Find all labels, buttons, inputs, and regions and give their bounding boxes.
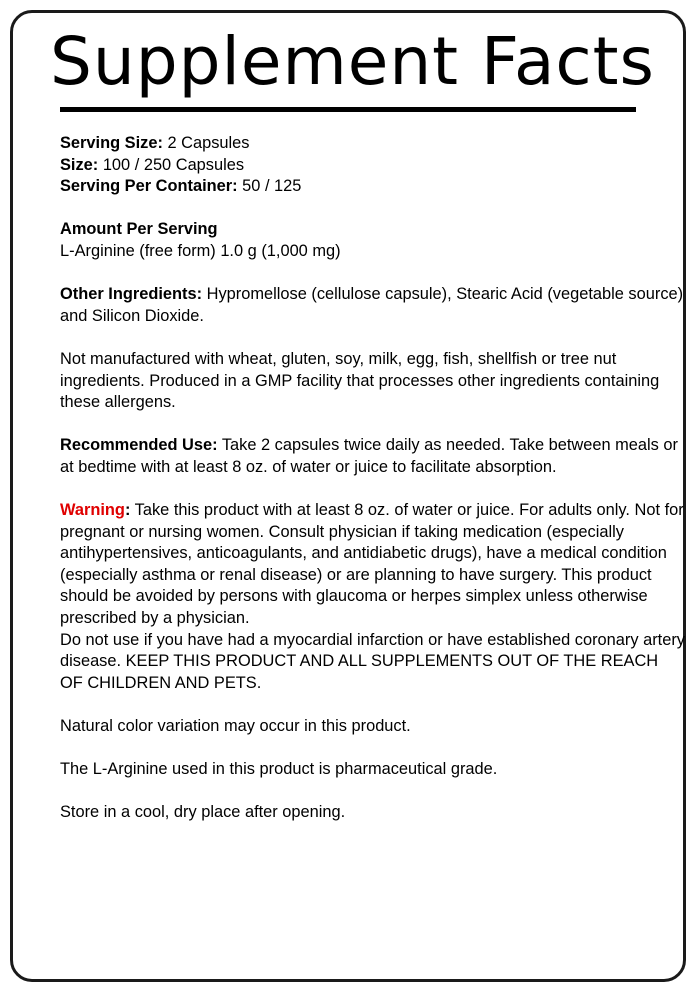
storage-instructions: Store in a cool, dry place after opening. <box>60 803 346 822</box>
grade-statement: The L-Arginine used in this product is pharmaceutical grade. <box>60 760 498 779</box>
warning-text: Take this product with at least 8 oz. of water or juice. For adults only. Not for pregnant or nursing women. Consult physician if taking medication (especially antihypertensives, anticoagulants, and antidiabetic drugs), have a medical condition (especially asthma or renal disease) or are planning to have surgery. This product should be avoided by persons with glaucoma or herpes simplex unless otherwise prescribed by a physician. <box>60 501 684 628</box>
recommended-use <box>60 435 685 478</box>
other-ingredients-label: Other Ingredients: <box>60 285 203 304</box>
label-content <box>60 133 685 846</box>
title-divider <box>60 107 636 112</box>
amount-per-serving <box>60 219 685 262</box>
amount-heading: Amount Per Serving <box>60 220 218 239</box>
allergen-statement: Not manufactured with wheat, gluten, soy, milk, egg, fish, shellfish or tree nut ingredients. Produced in a GMP facility that processes other ingredients containing these allergens. <box>60 349 660 412</box>
warning-text-continued: Do not use if you have had a myocardial infarction or have established coronary artery disease. KEEP THIS PRODUCT AND ALL SUPPLEMENTS OUT OF THE REACH OF CHILDREN AND PETS. <box>60 630 686 692</box>
warning-label: Warning <box>60 501 125 520</box>
warning-colon: : <box>124 501 131 520</box>
serving-size-label: Serving Size: <box>60 134 163 152</box>
color-variation-note: Natural color variation may occur in this product. <box>60 717 411 736</box>
recommended-use-label: Recommended Use: <box>60 436 218 455</box>
recommended-use-text: Take 2 capsules twice daily as needed. Take between meals or at bedtime with at least 8 oz. of water or juice to facilitate absorption. <box>60 436 679 476</box>
servings-per-container-value: 50 / 125 <box>237 177 302 196</box>
size-value: 100 / 250 Capsules <box>98 155 245 174</box>
page-title: Supplement Facts <box>50 23 655 100</box>
amount-item: L-Arginine (free form) 1.0 g (1,000 mg) <box>60 241 341 260</box>
serving-info <box>60 133 685 198</box>
other-ingredients <box>60 284 685 327</box>
other-ingredients-text: Hypromellose (cellulose capsule), Stearic Acid (vegetable source) and Silicon Dioxide. <box>60 285 684 325</box>
size-label: Size: <box>60 155 99 174</box>
serving-size-value: 2 Capsules <box>162 134 250 152</box>
servings-per-container-label: Serving Per Container: <box>60 177 238 196</box>
warning-section <box>60 500 685 694</box>
